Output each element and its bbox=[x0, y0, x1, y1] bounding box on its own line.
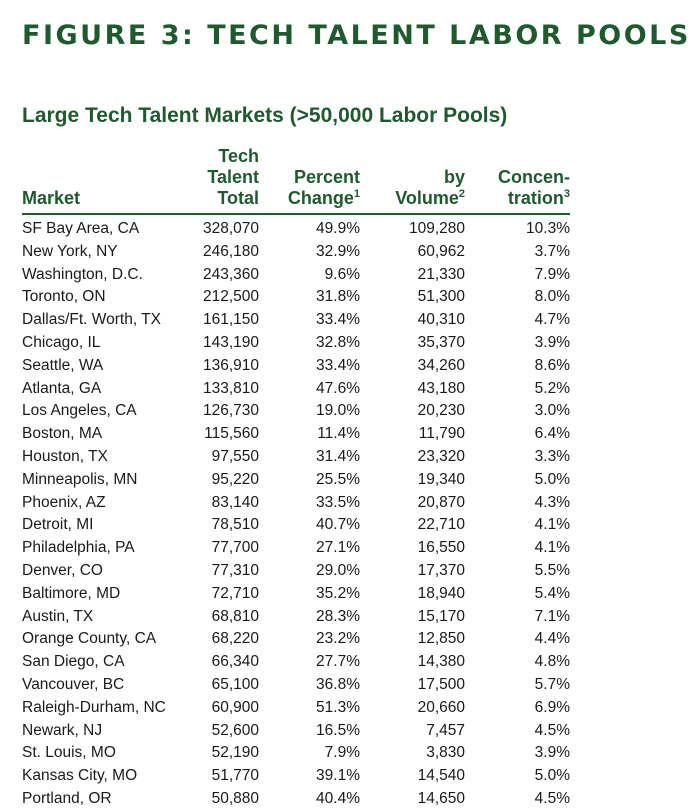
cell-percent-change: 40.7% bbox=[316, 516, 360, 534]
cell-percent-change: 11.4% bbox=[317, 425, 360, 443]
table-title: Large Tech Talent Markets (>50,000 Labor Pools) bbox=[22, 104, 508, 127]
cell-percent-change: 32.8% bbox=[316, 333, 360, 351]
cell-market: San Diego, CA bbox=[22, 653, 125, 671]
footnote-3-marker: 3 bbox=[563, 188, 570, 200]
cell-volume: 12,850 bbox=[417, 630, 465, 648]
table-row bbox=[22, 560, 570, 583]
cell-volume: 14,540 bbox=[417, 767, 465, 785]
cell-concentration: 5.4% bbox=[534, 584, 570, 602]
cell-total: 243,360 bbox=[202, 265, 259, 283]
cell-volume: 51,300 bbox=[417, 288, 465, 306]
cell-percent-change: 28.3% bbox=[316, 607, 360, 625]
header-volume bbox=[360, 146, 465, 214]
table-row bbox=[22, 674, 570, 697]
table-row bbox=[22, 583, 570, 606]
header-concentration bbox=[465, 146, 570, 214]
table-row bbox=[22, 214, 570, 241]
cell-concentration: 3.9% bbox=[534, 744, 570, 762]
cell-total: 246,180 bbox=[202, 242, 259, 260]
cell-percent-change: 29.0% bbox=[316, 561, 360, 579]
cell-percent-change: 7.9% bbox=[324, 744, 360, 762]
cell-percent-change: 33.4% bbox=[316, 356, 360, 374]
cell-total: 77,310 bbox=[211, 561, 259, 579]
cell-market: Chicago, IL bbox=[22, 333, 101, 351]
table-row bbox=[22, 378, 570, 401]
cell-market: Portland, OR bbox=[22, 789, 112, 807]
cell-percent-change: 27.7% bbox=[316, 653, 360, 671]
cell-percent-change: 36.8% bbox=[316, 675, 360, 693]
cell-concentration: 5.0% bbox=[534, 767, 570, 785]
table-row bbox=[22, 628, 570, 651]
cell-total: 83,140 bbox=[211, 493, 259, 511]
header-total-line2: Total bbox=[217, 188, 259, 208]
table-row bbox=[22, 720, 570, 743]
cell-total: 77,700 bbox=[211, 539, 259, 557]
table-row bbox=[22, 264, 570, 287]
cell-market: Seattle, WA bbox=[22, 356, 104, 374]
cell-percent-change: 23.2% bbox=[316, 630, 360, 648]
cell-volume: 43,180 bbox=[417, 379, 465, 397]
tech-talent-table bbox=[22, 146, 570, 811]
header-total bbox=[172, 146, 259, 214]
table-row bbox=[22, 309, 570, 332]
cell-concentration: 4.1% bbox=[534, 539, 570, 557]
cell-market: Raleigh-Durham, NC bbox=[22, 698, 166, 716]
cell-market: Minneapolis, MN bbox=[22, 470, 138, 488]
cell-concentration: 4.3% bbox=[534, 493, 570, 511]
cell-market: Baltimore, MD bbox=[22, 584, 121, 602]
cell-volume: 16,550 bbox=[417, 539, 465, 557]
cell-volume: 40,310 bbox=[417, 311, 465, 329]
header-concentration-line2: tration bbox=[507, 188, 564, 208]
table-row bbox=[22, 788, 570, 811]
cell-concentration: 5.5% bbox=[534, 561, 570, 579]
cell-volume: 11,790 bbox=[418, 425, 465, 443]
cell-total: 68,810 bbox=[211, 607, 259, 625]
cell-percent-change: 33.5% bbox=[316, 493, 360, 511]
cell-total: 133,810 bbox=[202, 379, 259, 397]
cell-volume: 34,260 bbox=[417, 356, 465, 374]
cell-volume: 14,650 bbox=[417, 789, 465, 807]
cell-concentration: 4.8% bbox=[534, 653, 570, 671]
cell-total: 161,150 bbox=[202, 311, 259, 329]
cell-concentration: 5.2% bbox=[534, 379, 570, 397]
cell-market: Los Angeles, CA bbox=[22, 402, 137, 420]
cell-total: 65,100 bbox=[211, 675, 259, 693]
cell-concentration: 3.9% bbox=[534, 333, 570, 351]
cell-total: 72,710 bbox=[211, 584, 259, 602]
cell-percent-change: 27.1% bbox=[316, 539, 360, 557]
cell-total: 136,910 bbox=[202, 356, 259, 374]
table-row bbox=[22, 400, 570, 423]
cell-concentration: 10.3% bbox=[526, 220, 570, 237]
cell-concentration: 3.3% bbox=[534, 447, 570, 465]
cell-market: Houston, TX bbox=[22, 447, 108, 465]
cell-market: Atlanta, GA bbox=[22, 379, 102, 397]
cell-concentration: 4.5% bbox=[534, 789, 570, 807]
table-header bbox=[22, 146, 570, 214]
cell-market: Dallas/Ft. Worth, TX bbox=[22, 311, 161, 329]
cell-total: 328,070 bbox=[202, 220, 259, 237]
cell-volume: 35,370 bbox=[417, 333, 465, 351]
cell-market: Boston, MA bbox=[22, 425, 103, 443]
cell-market: SF Bay Area, CA bbox=[22, 220, 140, 237]
table-row bbox=[22, 514, 570, 537]
header-change-line2: Change bbox=[287, 188, 354, 208]
cell-concentration: 6.4% bbox=[534, 425, 570, 443]
table-row bbox=[22, 742, 570, 765]
cell-market: Newark, NJ bbox=[22, 721, 103, 739]
table-row bbox=[22, 286, 570, 309]
cell-total: 66,340 bbox=[211, 653, 259, 671]
cell-total: 52,600 bbox=[211, 721, 259, 739]
cell-percent-change: 31.4% bbox=[316, 447, 360, 465]
table-row bbox=[22, 241, 570, 264]
cell-market: Kansas City, MO bbox=[22, 767, 138, 785]
table-row bbox=[22, 423, 570, 446]
cell-total: 126,730 bbox=[202, 402, 259, 420]
header-market bbox=[22, 146, 172, 214]
cell-volume: 20,660 bbox=[417, 698, 465, 716]
cell-percent-change: 47.6% bbox=[316, 379, 360, 397]
table-row bbox=[22, 651, 570, 674]
cell-volume: 21,330 bbox=[417, 265, 465, 283]
cell-total: 78,510 bbox=[211, 516, 259, 534]
footnote-2-marker: 2 bbox=[458, 188, 465, 200]
header-volume-line1: by bbox=[443, 167, 465, 187]
cell-market: Orange County, CA bbox=[22, 630, 157, 648]
header-market-label: Market bbox=[22, 188, 81, 208]
header-volume-line2: Volume bbox=[395, 188, 459, 208]
table-row bbox=[22, 446, 570, 469]
cell-market: Philadelphia, PA bbox=[22, 539, 135, 557]
cell-volume: 60,962 bbox=[417, 242, 465, 260]
cell-total: 95,220 bbox=[211, 470, 259, 488]
cell-percent-change: 49.9% bbox=[316, 220, 360, 237]
cell-total: 51,770 bbox=[211, 767, 259, 785]
header-total-line1: Tech Talent bbox=[207, 146, 259, 187]
cell-concentration: 3.0% bbox=[534, 402, 570, 420]
cell-concentration: 4.4% bbox=[534, 630, 570, 648]
cell-percent-change: 51.3% bbox=[316, 698, 360, 716]
cell-total: 115,560 bbox=[204, 425, 259, 443]
header-change-line1: Percent bbox=[293, 167, 360, 187]
cell-volume: 3,830 bbox=[426, 744, 465, 762]
cell-market: Detroit, MI bbox=[22, 516, 94, 534]
cell-concentration: 3.7% bbox=[534, 242, 570, 260]
table-row bbox=[22, 469, 570, 492]
cell-volume: 17,500 bbox=[417, 675, 465, 693]
cell-volume: 23,320 bbox=[417, 447, 465, 465]
cell-market: Austin, TX bbox=[22, 607, 94, 625]
table-row bbox=[22, 537, 570, 560]
header-change bbox=[259, 146, 360, 214]
header-concentration-line1: Concen- bbox=[498, 167, 570, 187]
table-row bbox=[22, 606, 570, 629]
cell-total: 60,900 bbox=[211, 698, 259, 716]
cell-percent-change: 16.5% bbox=[316, 721, 360, 739]
cell-total: 97,550 bbox=[211, 447, 259, 465]
cell-volume: 15,170 bbox=[417, 607, 465, 625]
cell-concentration: 7.9% bbox=[534, 265, 570, 283]
cell-percent-change: 31.8% bbox=[316, 288, 360, 306]
cell-percent-change: 40.4% bbox=[316, 789, 360, 807]
table-row bbox=[22, 492, 570, 515]
cell-percent-change: 9.6% bbox=[324, 265, 360, 283]
table-row bbox=[22, 765, 570, 788]
cell-percent-change: 25.5% bbox=[316, 470, 360, 488]
cell-percent-change: 33.4% bbox=[316, 311, 360, 329]
cell-concentration: 8.0% bbox=[534, 288, 570, 306]
cell-market: Phoenix, AZ bbox=[22, 493, 106, 511]
cell-market: Washington, D.C. bbox=[22, 265, 143, 283]
cell-total: 68,220 bbox=[211, 630, 259, 648]
cell-market: Denver, CO bbox=[22, 561, 103, 579]
cell-concentration: 4.7% bbox=[534, 311, 570, 329]
cell-market: New York, NY bbox=[22, 242, 118, 260]
cell-total: 50,880 bbox=[211, 789, 259, 807]
cell-market: Toronto, ON bbox=[22, 288, 106, 306]
cell-concentration: 8.6% bbox=[534, 356, 570, 374]
table-body bbox=[22, 214, 570, 811]
table-row bbox=[22, 332, 570, 355]
cell-market: St. Louis, MO bbox=[22, 744, 116, 762]
cell-total: 143,190 bbox=[202, 333, 259, 351]
cell-volume: 22,710 bbox=[417, 516, 465, 534]
table-row bbox=[22, 697, 570, 720]
cell-concentration: 4.1% bbox=[534, 516, 570, 534]
cell-concentration: 7.1% bbox=[534, 607, 570, 625]
figure-title: FIGURE 3: TECH TALENT LABOR POOLS bbox=[22, 20, 691, 51]
cell-volume: 19,340 bbox=[417, 470, 465, 488]
cell-percent-change: 19.0% bbox=[316, 402, 360, 420]
cell-concentration: 5.7% bbox=[534, 675, 570, 693]
cell-total: 52,190 bbox=[211, 744, 259, 762]
cell-concentration: 6.9% bbox=[534, 698, 570, 716]
cell-volume: 20,870 bbox=[417, 493, 465, 511]
cell-volume: 18,940 bbox=[417, 584, 465, 602]
cell-volume: 17,370 bbox=[417, 561, 465, 579]
cell-percent-change: 39.1% bbox=[316, 767, 360, 785]
cell-percent-change: 35.2% bbox=[316, 584, 360, 602]
cell-volume: 7,457 bbox=[426, 721, 465, 739]
cell-volume: 14,380 bbox=[417, 653, 465, 671]
table-row bbox=[22, 355, 570, 378]
cell-percent-change: 32.9% bbox=[316, 242, 360, 260]
header-row bbox=[22, 146, 570, 214]
cell-total: 212,500 bbox=[202, 288, 259, 306]
cell-concentration: 4.5% bbox=[534, 721, 570, 739]
cell-market: Vancouver, BC bbox=[22, 675, 125, 693]
cell-concentration: 5.0% bbox=[534, 470, 570, 488]
cell-volume: 109,280 bbox=[408, 220, 465, 237]
footnote-1-marker: 1 bbox=[353, 188, 360, 200]
cell-volume: 20,230 bbox=[417, 402, 465, 420]
